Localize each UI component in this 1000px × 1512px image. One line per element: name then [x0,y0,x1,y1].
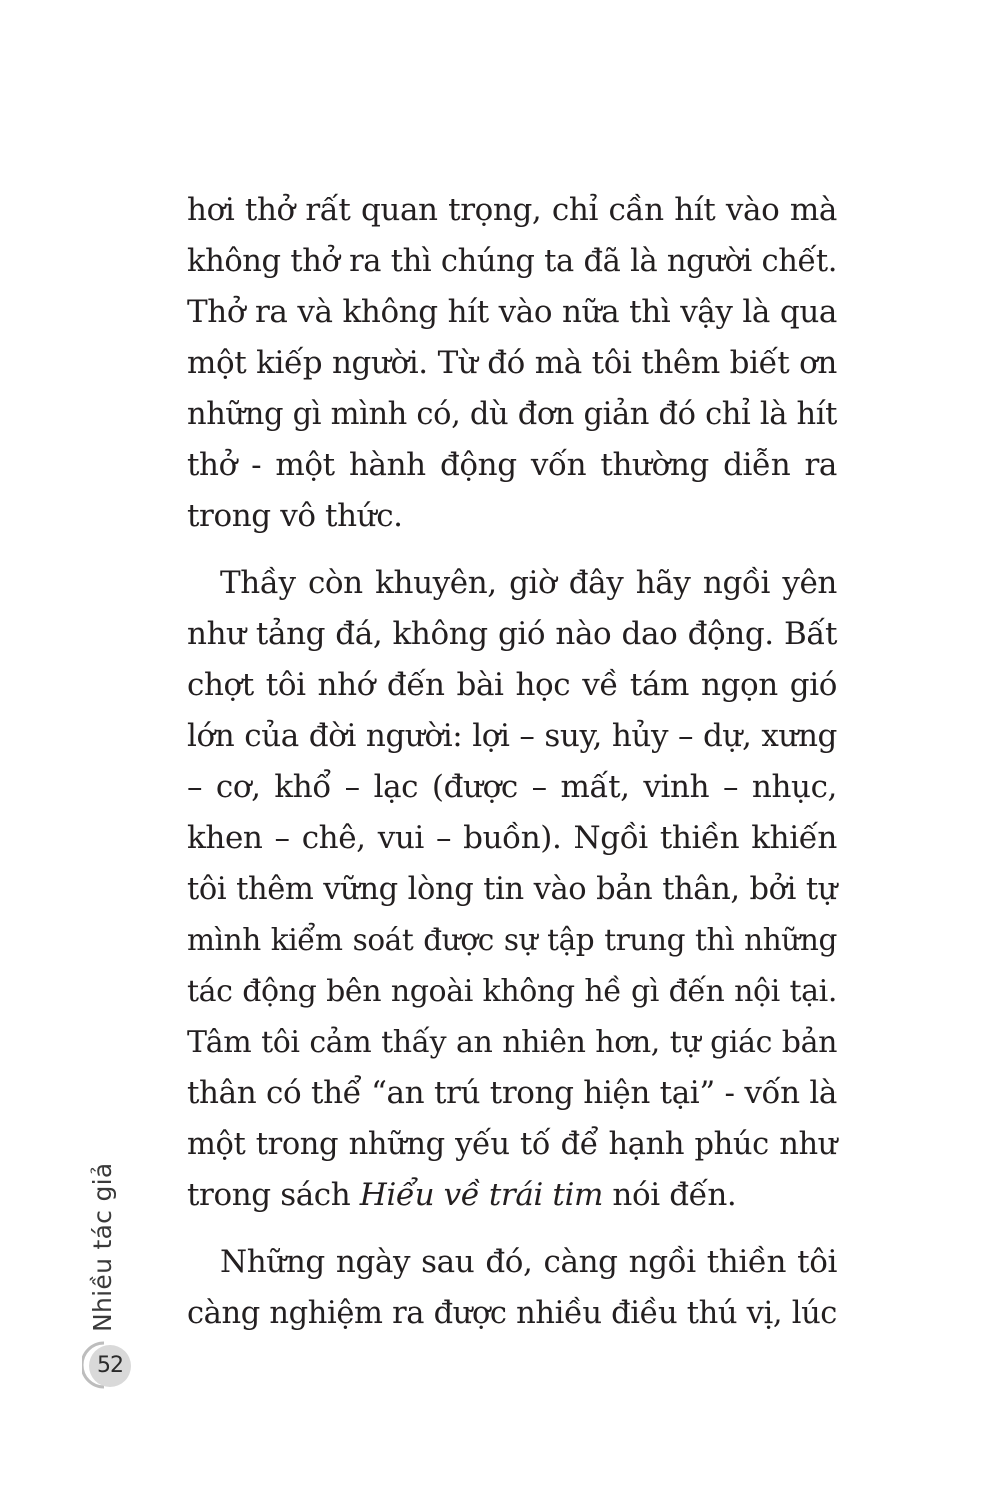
text-line: tác động bên ngoài không hề gì đến nội tại. [187,974,837,1009]
text-line: càng nghiệm ra được nhiều điều thú vị, lúc [187,1296,837,1331]
paragraph-3 [187,1237,837,1339]
text-line: những gì mình có, dù đơn giản đó chỉ là hít [187,397,837,432]
text-line: Thở ra và không hít vào nữa thì vậy là qua [187,294,837,330]
text-fragment: nói đến. [602,1177,737,1213]
text-line: chợt tôi nhớ đến bài học về tám ngọn gió [187,667,837,703]
text-line: khen – chê, vui – buồn). Ngồi thiền khiến [187,820,837,856]
text-fragment: trong sách [187,1177,360,1213]
text-line: không thở ra thì chúng ta đã là người chết. [187,244,837,279]
text-line: Thầy còn khuyên, giờ đây hãy ngồi yên [220,565,837,601]
text-line: thân có thể “an trú trong hiện tại” - vốn là [187,1075,837,1111]
text-line: một trong những yếu tố để hạnh phúc như [187,1127,837,1162]
paragraph-2 [187,558,837,1221]
text-line: tôi thêm vững lòng tin vào bản thân, bởi tự [187,872,837,907]
text-line: một kiếp người. Từ đó mà tôi thêm biết ơn [187,345,837,381]
text-line: hơi thở rất quan trọng, chỉ cần hít vào mà [187,192,837,228]
running-author-label: Nhiều tác giả [88,1162,117,1332]
text-line: như tảng đá, không gió nào dao động. Bất [187,616,837,652]
text-line: thở - một hành động vốn thường diễn ra [187,447,837,483]
text-line: lớn của đời người: lợi – suy, hủy – dự, xưng [187,718,837,754]
body-text [187,185,837,1339]
text-line: mình kiểm soát được sự tập trung thì những [187,923,837,957]
text-line: trong vô thức. [187,498,403,534]
text-line: – cơ, khổ – lạc (được – mất, vinh – nhục, [187,769,837,805]
paragraph-1 [187,185,837,542]
text-line-with-book-title [187,1170,837,1221]
page-number-badge [82,1340,132,1390]
text-line: Tâm tôi cảm thấy an nhiên hơn, tự giác bản [187,1025,837,1060]
book-title: Hiểu về trái tim [359,1177,603,1213]
page-number: 52 [97,1353,123,1378]
text-line: Những ngày sau đó, càng ngồi thiền tôi [220,1244,837,1280]
